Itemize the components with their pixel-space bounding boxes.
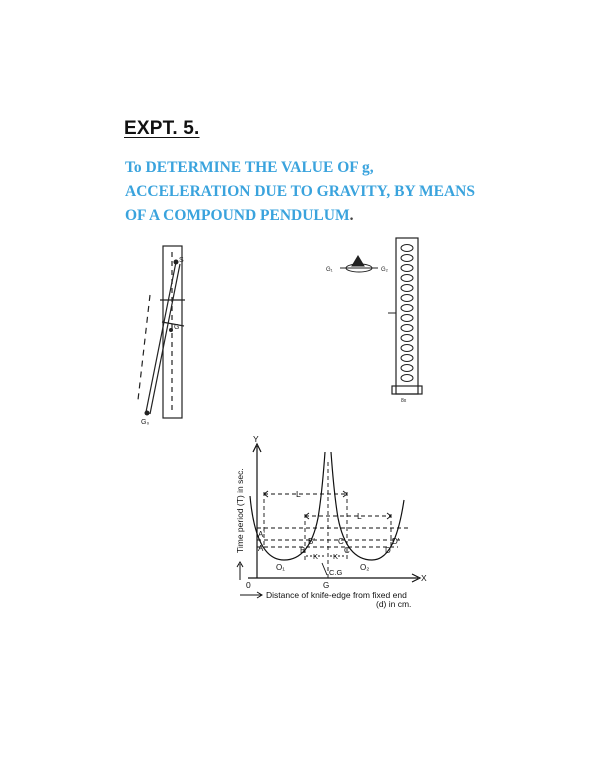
y-axis-letter: Y [253, 434, 259, 444]
knife-edge-wedge [352, 256, 364, 266]
label-G: G [323, 581, 330, 590]
origin-label: 0 [246, 580, 251, 590]
label-A: A [258, 544, 264, 553]
label-O2: O₂ [360, 563, 370, 572]
label-K-left: K [313, 552, 319, 561]
label-C-prime: C' [338, 537, 346, 546]
label-B-prime: B' [308, 537, 315, 546]
label-g-mark: G [174, 324, 180, 331]
label-bar-bottom: 8x [401, 398, 407, 404]
label-A-prime: A' [258, 530, 265, 539]
label-suspension: S [179, 257, 184, 264]
bar-hole [401, 325, 413, 332]
label-L-lower: L [357, 511, 362, 521]
heading-line-2: ACCELERATION DUE TO GRAVITY, BY MEANS [125, 183, 475, 200]
bar-hole [401, 275, 413, 282]
bob-point [145, 411, 150, 416]
bar-hole [401, 255, 413, 262]
label-C: C [344, 546, 350, 555]
y-axis-title: Time period (T) in sec. [235, 468, 245, 553]
bar-hole [401, 245, 413, 252]
label-O1: O₁ [276, 563, 285, 572]
experiment-title: EXPT. 5. [124, 118, 200, 139]
time-period-graph [248, 444, 420, 582]
label-side-right: G₂ [381, 267, 388, 273]
cg-point [169, 328, 173, 332]
label-D: D [385, 546, 391, 555]
bar-hole [401, 285, 413, 292]
bar-hole [401, 295, 413, 302]
bar-hole [401, 305, 413, 312]
bar-hole [401, 315, 413, 322]
bar-hole [401, 365, 413, 372]
label-CG: C.G [329, 568, 343, 577]
label-side-left: G₁ [326, 267, 333, 273]
heading-end-period: . [349, 207, 354, 224]
knife-edge-2 [162, 322, 184, 326]
x-axis-letter: X [421, 573, 427, 583]
x-axis-unit: (d) in cm. [376, 599, 412, 609]
knife-edge-assembly [340, 256, 396, 313]
label-D-prime: D' [392, 537, 400, 546]
label-K-right: K [333, 552, 339, 561]
bar-hole [401, 375, 413, 382]
heading-line-1: To DETERMINE THE VALUE OF g, [125, 159, 374, 176]
swung-rod-edge [150, 264, 180, 414]
vertical-reference [138, 295, 150, 400]
heading-line-3-text: OF A COMPOUND PENDULUM [125, 207, 350, 224]
label-L-upper: L [296, 489, 301, 499]
bar-hole [401, 335, 413, 342]
bar-hole [401, 345, 413, 352]
label-B: B [300, 546, 306, 555]
hole-column [401, 245, 413, 382]
label-bob: G₀ [141, 419, 150, 426]
suspension-point [174, 260, 179, 265]
cg-pointer [322, 563, 327, 575]
x-axis-title: Distance of knife-edge from fixed end [266, 590, 407, 600]
bar-hole [401, 265, 413, 272]
bar-hole [401, 355, 413, 362]
